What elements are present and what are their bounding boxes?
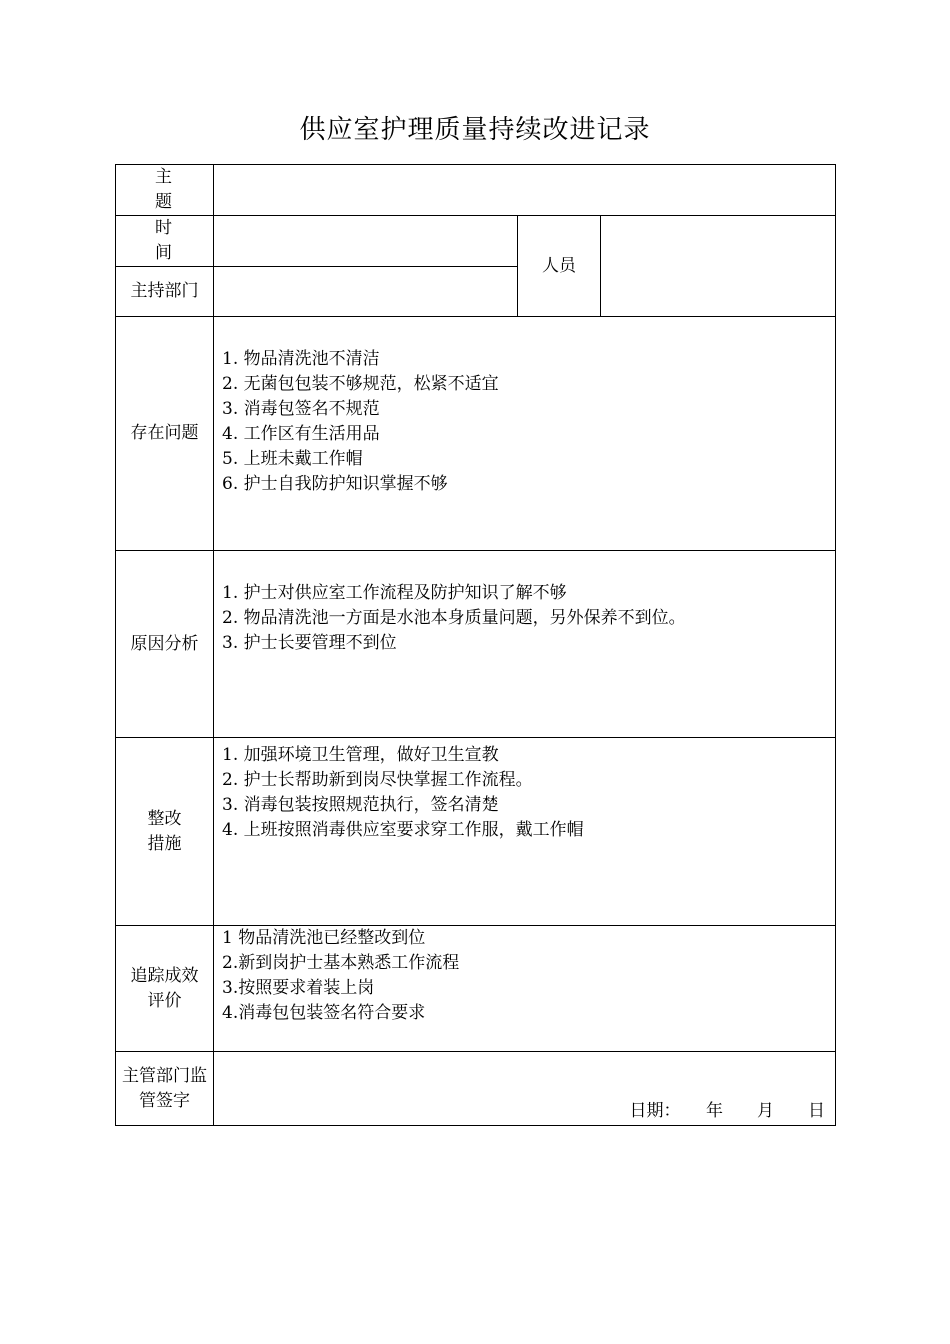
- supervisor-label-line1: 主管部门监: [122, 1065, 207, 1086]
- reasons-list: [222, 581, 835, 656]
- tracking-content: [214, 926, 836, 1052]
- personnel-label: 人员: [518, 216, 601, 317]
- row-reasons: [116, 551, 836, 738]
- host-dept-label: 主持部门: [116, 267, 214, 317]
- supervisor-label-line2: 管签字: [139, 1090, 190, 1111]
- measures-label-line2: 措施: [147, 833, 182, 854]
- measure-item: 3. 消毒包装按照规范执行，签名清楚: [222, 795, 499, 815]
- date-line: 日期： 年 月 日: [629, 1101, 826, 1121]
- time-label: 时 间: [116, 216, 214, 267]
- personnel-field[interactable]: [601, 216, 836, 317]
- measures-content: [214, 738, 836, 926]
- tracking-label-line2: 评价: [147, 990, 182, 1011]
- reason-item: 3. 护士长要管理不到位: [222, 633, 397, 653]
- issue-item: 1. 物品清洗池不清洁: [222, 349, 380, 369]
- tracking-label-line1: 追踪成效: [130, 965, 199, 986]
- tracking-item: 2.新到岗护士基本熟悉工作流程: [222, 953, 460, 973]
- reason-item: 2. 物品清洗池一方面是水池本身质量问题，另外保养不到位。: [222, 608, 686, 628]
- record-form-table: [115, 164, 836, 1126]
- issues-label: 存在问题: [116, 317, 214, 551]
- row-tracking: [116, 926, 836, 1052]
- row-topic: [116, 165, 836, 216]
- issues-list: [222, 347, 835, 497]
- reasons-content: [214, 551, 836, 738]
- row-supervisor-signature: [116, 1052, 836, 1126]
- time-field[interactable]: [214, 216, 518, 267]
- tracking-label: [116, 926, 214, 1052]
- measures-label: [116, 738, 214, 926]
- tracking-list: [222, 926, 835, 1026]
- measure-item: 1. 加强环境卫生管理，做好卫生宣教: [222, 745, 499, 765]
- measure-item: 2. 护士长帮助新到岗尽快掌握工作流程。: [222, 770, 533, 790]
- measures-list: [222, 743, 835, 843]
- issue-item: 2. 无菌包包装不够规范，松紧不适宜: [222, 374, 499, 394]
- row-measures: [116, 738, 836, 926]
- document-title: 供应室护理质量持续改进记录: [299, 115, 651, 145]
- issues-content: [214, 317, 836, 551]
- signature-field[interactable]: [214, 1052, 836, 1126]
- issue-item: 4. 工作区有生活用品: [222, 424, 380, 444]
- tracking-item: 1 物品清洗池已经整改到位: [222, 928, 426, 948]
- supervisor-label: [116, 1052, 214, 1126]
- measure-item: 4. 上班按照消毒供应室要求穿工作服，戴工作帽: [222, 820, 584, 840]
- measures-label-line1: 整改: [147, 808, 182, 829]
- issue-item: 3. 消毒包签名不规范: [222, 399, 380, 419]
- row-issues: [116, 317, 836, 551]
- host-dept-field[interactable]: [214, 267, 518, 317]
- reasons-label: 原因分析: [116, 551, 214, 738]
- issue-item: 5. 上班未戴工作帽: [222, 449, 363, 469]
- reason-item: 1. 护士对供应室工作流程及防护知识了解不够: [222, 583, 567, 603]
- topic-label: 主 题: [116, 165, 214, 216]
- tracking-item: 4.消毒包包装签名符合要求: [222, 1003, 426, 1023]
- tracking-item: 3.按照要求着装上岗: [222, 978, 375, 998]
- topic-field[interactable]: [214, 165, 836, 216]
- row-time: [116, 216, 836, 267]
- issue-item: 6. 护士自我防护知识掌握不够: [222, 474, 448, 494]
